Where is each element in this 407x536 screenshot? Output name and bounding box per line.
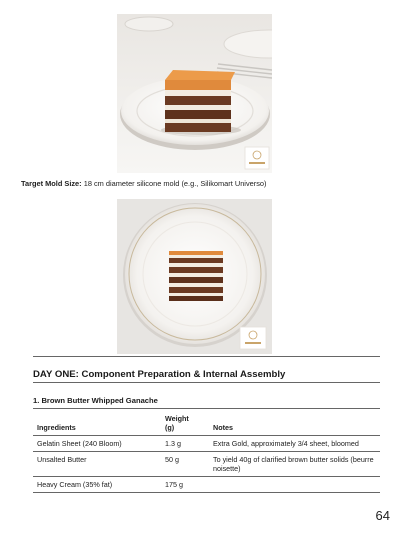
mold-size-text: 18 cm diameter silicone mold (e.g., Silikomart Universo) [83,179,267,188]
section-divider-top [33,356,380,357]
mold-size-caption [21,179,266,188]
ingredient-cell: Unsalted Butter [37,455,87,464]
weight-cell: 1.3 g [165,439,181,448]
notes-cell [209,477,380,493]
cake-photo-top-view [117,199,272,354]
notes-cell: Extra Gold, approximately 3/4 sheet, bloomed [213,439,359,448]
weight-cell: 175 g [165,480,183,489]
section-title: DAY ONE: Component Preparation & Internal Assembly [33,369,286,380]
weight-cell: 50 g [165,455,179,464]
header-weight-line2: (g) [165,423,175,432]
cake-photo-side-view [117,14,272,173]
ingredient-cell: Heavy Cream (35% fat) [37,480,113,489]
table-row [33,477,380,493]
header-weight [161,414,209,436]
header-notes: Notes [213,423,233,432]
table-row [33,452,380,477]
subsection-title: 1. Brown Butter Whipped Ganache [33,396,158,405]
table-row [33,436,380,452]
section-divider-bottom [33,382,380,383]
header-weight-line1: Weight [165,414,189,423]
subsection-divider [33,408,380,409]
ingredients-table [33,414,380,493]
mold-size-label: Target Mold Size: [21,179,82,188]
ingredient-cell: Gelatin Sheet (240 Bloom) [37,439,122,448]
notes-cell: To yield 40g of clarified brown butter solids (beurre noisette) [213,455,374,473]
table-header-row [33,414,380,436]
header-ingredients: Ingredients [37,423,76,432]
page-number: 64 [375,508,390,523]
